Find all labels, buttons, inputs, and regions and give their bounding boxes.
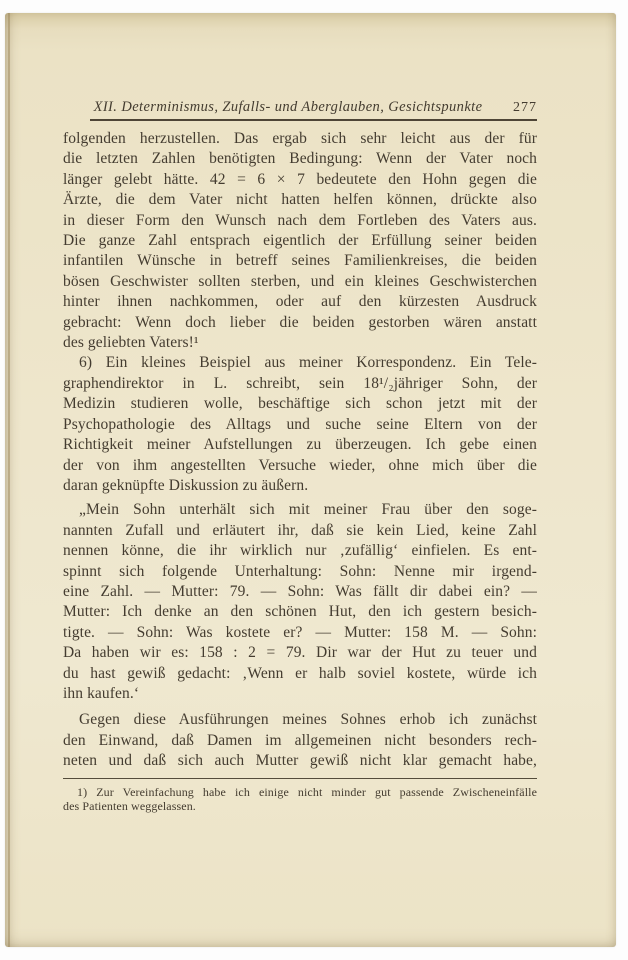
body-text (63, 129, 537, 772)
paragraph (63, 710, 537, 771)
text-line: hinter ihnen nachkommen, oder auf den kürzesten Ausdruck (63, 293, 537, 311)
text-line: bösen Geschwister sollten sterben, und ein kleines Geschwisterchen (63, 272, 537, 290)
text-line: in dieser Form den Wunsch nach dem Fortleben des Vaters aus. (63, 211, 537, 229)
text-line: gebracht: Wenn doch lieber die beiden gestorben wären anstatt (63, 313, 537, 331)
footnote-separator (63, 778, 537, 779)
text-line: Da haben wir es: 158 : 2 = 79. Dir war der Hut zu teuer und (63, 644, 537, 662)
text-line: Gegen diese Ausführungen meines Sohnes erhob ich zunächst (79, 711, 537, 729)
text-line: tigte. — Sohn: Was kostete er? — Mutter: 158 M. — Sohn: (63, 623, 537, 641)
text-line: infantilen Wünsche in betreff seines Familienkreises, die beiden (63, 252, 537, 270)
chapter-header-title: XII. Determinismus, Zufalls- und Aberglauben, Gesichtspunkte (93, 99, 483, 115)
text-line: Psychopathologie des Alltags und suche seine Eltern von der (63, 415, 537, 433)
paragraph (63, 129, 537, 353)
text-line: des geliebten Vaters!¹ (63, 334, 199, 352)
text-line: daran geknüpfte Diskussion zu äußern. (63, 476, 309, 494)
text-line: nennen könne, die ihr wirklich nur ‚zufällig‘ einfielen. Es ent- (63, 542, 537, 560)
text-line: Mutter: Ich denke an den schönen Hut, den ich gestern besich- (63, 603, 537, 621)
text-line: nannten Zufall und erläutert ihr, daß sie kein Lied, keine Zahl (63, 521, 537, 539)
text-line: 1) Zur Vereinfachung habe ich einige nicht minder gut passende Zwischeneinfälle (77, 784, 537, 799)
text-line: eine Zahl. — Mutter: 79. — Sohn: Was fällt dir dabei ein? — (63, 582, 537, 600)
text-line: du hast gewiß gedacht: ‚Wenn er halb soviel kostete, würde ich (63, 664, 537, 682)
header-rule (90, 119, 537, 121)
text-line: Ärzte, die dem Vater nicht hatten helfen können, drückte also (63, 191, 537, 209)
text-line: neten und daß sich auch Mutter gewiß nicht klar gemacht habe, (63, 752, 537, 770)
footnote (63, 785, 537, 814)
text-line: Die ganze Zahl entsprach eigentlich der Erfüllung seiner beiden (63, 232, 537, 250)
text-column (63, 13, 537, 814)
text-line: die letzten Zahlen benötigten Bedingung: Wenn der Vater noch (63, 150, 537, 168)
text-line: ihn kaufen.‘ (63, 684, 140, 702)
text-line: graphendirektor in L. schreibt, sein 18¹/₂jähriger Sohn, der (63, 374, 537, 392)
running-header (63, 99, 537, 116)
text-line: der von ihm angestellten Versuche wieder, ohne mich über die (63, 456, 537, 474)
text-line: des Patienten weggelassen. (63, 799, 196, 814)
text-line: Medizin studieren wolle, beschäftige sich schon jetzt mit der (63, 395, 537, 413)
text-line: länger gelebt hätte. 42 = 6 × 7 bedeutete den Hohn gegen die (63, 170, 537, 188)
text-line: 6) Ein kleines Beispiel aus meiner Korrespondenz. Ein Tele- (79, 354, 537, 372)
text-line: „Mein Sohn unterhält sich mit meiner Frau über den soge- (79, 501, 537, 519)
paragraph (63, 500, 537, 704)
page-number: 277 (513, 100, 537, 115)
text-line: folgenden herzustellen. Das ergab sich sehr leicht aus der für (63, 130, 537, 147)
text-line: den Einwand, daß Damen im allgemeinen nicht besonders rech- (63, 731, 537, 749)
text-line: spinnt sich folgende Unterhaltung: Sohn: Nenne mir irgend- (63, 562, 537, 580)
paragraph (63, 353, 537, 496)
scanned-page (5, 13, 616, 947)
text-line: Richtigkeit meiner Aufstellungen zu überzeugen. Ich gebe einen (63, 436, 537, 454)
